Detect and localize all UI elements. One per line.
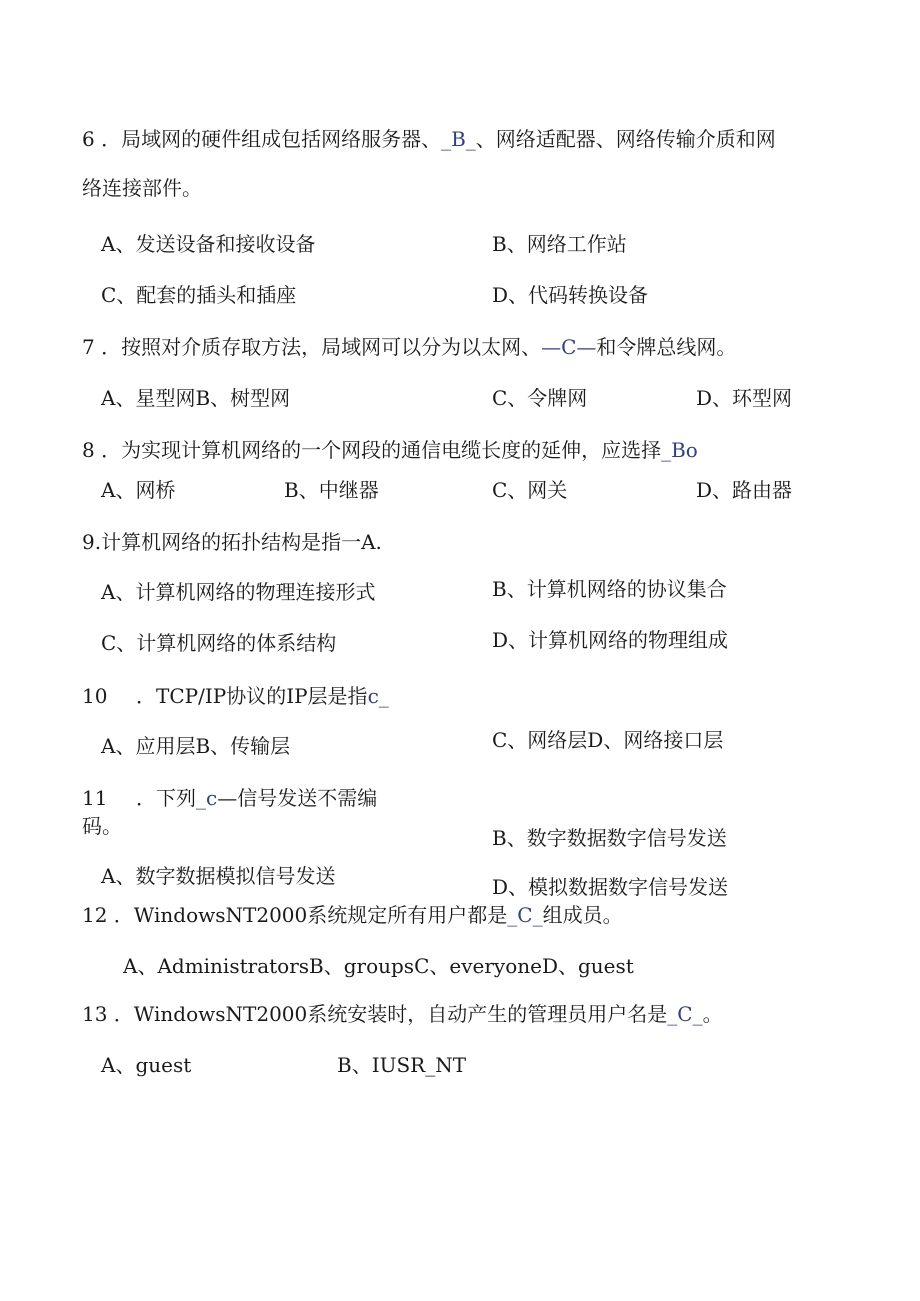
question-12-answer: _C_ [507,903,543,927]
question-6-option-c: C、配套的插头和插座 [101,283,297,307]
question-13-stem [82,1004,723,1024]
question-11-stem [136,788,377,808]
question-13-pre: 13 ．WindowsNT2000系统安装时，自动产生的管理员用户名是 [82,1002,668,1026]
question-8-pre: 8 ．为实现计算机网络的一个网段的通信电缆长度的延伸，应选择 [82,438,662,462]
question-11-stem-line2: 码。 [82,814,122,838]
question-12-pre: 12 ．WindowsNT2000系统规定所有用户都是 [82,903,508,927]
question-9-option-a: A、计算机网络的物理连接形式 [101,580,376,604]
question-8-option-c: C、网关 [492,478,568,502]
question-11-answer: _c [196,786,218,810]
question-7-option-d: D、环型网 [696,386,793,410]
question-10-option-cd: C、网络层D、网络接口层 [492,728,724,752]
question-6-post: 、网络适配器、网络传输介质和网 [475,127,776,151]
question-8-answer: _Bo [661,438,698,462]
question-11-option-b: B、数字数据数字信号发送 [492,826,727,850]
question-9-stem: 9.计算机网络的拓扑结构是指一A. [82,530,382,554]
question-8-option-d: D、路由器 [696,478,793,502]
question-13-option-a: A、guest [101,1053,192,1077]
question-7-answer: —C— [541,335,597,359]
question-8-stem [82,440,698,460]
question-9-option-c: C、计算机网络的体系结构 [101,631,337,655]
question-6-answer: _B_ [441,127,476,151]
question-10-pre: ．TCP/IP协议的IP层是指 [136,684,368,708]
question-9-option-d: D、计算机网络的物理组成 [492,628,729,652]
question-6-stem-line2: 络连接部件。 [82,176,202,200]
question-10-number: 10 [82,684,108,708]
question-7-option-c: C、令牌网 [492,386,588,410]
question-11-option-a: A、数字数据模拟信号发送 [101,864,336,888]
question-10-option-ab: A、应用层B、传输层 [101,734,291,758]
question-11-option-d-clipped [492,872,792,899]
question-12-post: 组成员。 [542,903,623,927]
question-8-option-b: B、中继器 [284,478,379,502]
question-7-option-ab: A、星型网B、树型网 [101,386,291,410]
question-7-post: 和令牌总线网。 [596,335,737,359]
question-11-option-d: D、模拟数据数字信号发送 [492,875,729,899]
question-6-stem [82,129,776,149]
question-6-option-a: A、发送设备和接收设备 [101,232,316,256]
question-13-option-b: B、IUSR_NT [337,1053,467,1077]
question-6-option-b: B、网络工作站 [492,232,627,256]
question-12-stem [82,905,623,925]
question-8-option-a: A、网桥 [101,478,176,502]
question-6-option-d: D、代码转换设备 [492,283,649,307]
question-9-option-b: B、计算机网络的协议集合 [492,577,727,601]
question-13-post: 。 [702,1002,723,1026]
question-11-number: 11 [82,786,108,810]
question-11-post: —信号发送不需编 [217,786,378,810]
question-7-pre: 7 ．按照对介质存取方法，局域网可以分为以太网、 [82,335,542,359]
question-13-answer: _C_ [667,1002,703,1026]
question-6-pre: 6 ．局域网的硬件组成包括网络服务器、 [82,127,442,151]
question-11-pre: ．下列 [136,786,196,810]
question-10-stem [136,686,389,706]
question-7-stem [82,337,736,357]
question-10-answer: c_ [367,684,389,708]
question-12-options: A、AdministratorsB、groupsC、everyoneD、guest [123,954,634,978]
